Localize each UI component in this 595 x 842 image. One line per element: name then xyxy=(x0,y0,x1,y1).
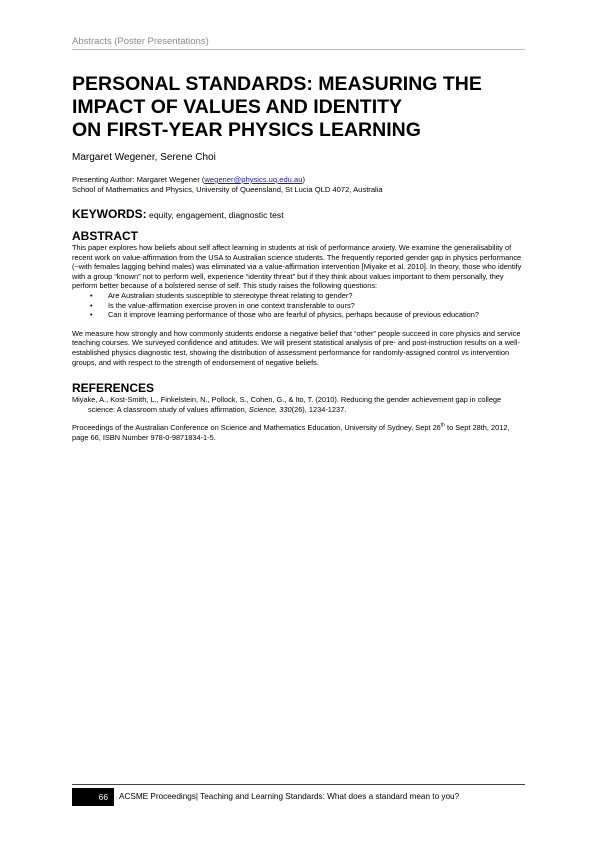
title-line-1: PERSONAL STANDARDS: MEASURING THE xyxy=(72,73,482,95)
page-footer xyxy=(72,784,525,806)
reference-journal: Science, 330 xyxy=(248,404,292,414)
question-text: Is the value-affirmation exercise proven in one context transferable to ours? xyxy=(108,300,355,310)
abstract-section xyxy=(72,230,524,367)
running-header: Abstracts (Poster Presentations) xyxy=(72,36,525,50)
research-questions-list xyxy=(72,291,524,320)
references-section xyxy=(72,382,524,442)
abstract-paragraph-1: This paper explores how beliefs about self affect learning in students at risk of performance anxiety. We examine the generalisability of recent work on value-affirmation from the USA to Australian science students. The frequently reported gender gap in physics performance (~with females lagging behind males) was eliminated via a value-affirmation intervention [Miyake et al. 2010]. In theory, those who identify with a group “known” not to perform well, experience “identity threat” but if they think about values important to them personally, they perform better because of a bolstered sense of self. This study raises the following questions: xyxy=(72,243,522,291)
reference-text: Miyake, A., Kost-Smith, L., Finkelstein, N., Pollock, S., Cohen, G., & Ito, T. (2010). Reducing the gender achievement gap in college science: A classroom study of values affirmation, xyxy=(72,395,502,414)
proceedings-text-b: to Sept 28th, 2012, page 66, ISBN Number 978-0-9871834-1-5. xyxy=(72,423,510,442)
paper-title xyxy=(72,73,532,142)
bullet-icon: • xyxy=(90,300,93,310)
footer-text: ACSME Proceedings| Teaching and Learning Standards: What does a standard mean to you? xyxy=(119,792,460,801)
references-heading: REFERENCES xyxy=(72,381,155,395)
presenting-author-line xyxy=(72,175,383,185)
page-number-box xyxy=(72,788,114,806)
reference-entry xyxy=(72,395,524,414)
affiliation-block xyxy=(72,175,383,195)
proceedings-superscript: th xyxy=(440,422,445,429)
list-item xyxy=(72,291,524,301)
reference-pages: (26), 1234-1237. xyxy=(291,404,347,414)
proceedings-citation xyxy=(72,423,524,442)
proceedings-text-a: Proceedings of the Australian Conference on Science and Mathematics Education, University of Sydney, Sept 26 xyxy=(72,423,441,433)
title-line-2: IMPACT OF VALUES AND IDENTITY xyxy=(72,96,403,118)
bullet-icon: • xyxy=(90,310,93,320)
title-line-3: ON FIRST-YEAR PHYSICS LEARNING xyxy=(72,119,421,141)
bullet-icon: • xyxy=(90,290,93,300)
list-item xyxy=(72,310,524,320)
page-number: 66 xyxy=(98,792,108,802)
author-email-link[interactable]: wegener@physics.uq.edu.au xyxy=(204,175,303,184)
school-affiliation: School of Mathematics and Physics, University of Queensland, St Lucia QLD 4072, Australia xyxy=(72,185,383,194)
author-list: Margaret Wegener, Serene Choi xyxy=(72,152,216,163)
question-text: Are Australian students susceptible to stereotype threat relating to gender? xyxy=(108,290,353,300)
presenting-author-prefix: Presenting Author: Margaret Wegener ( xyxy=(72,175,205,184)
abstract-paragraph-2: We measure how strongly and how commonly students endorse a negative belief that “other” people succeed in core physics and service teaching courses. We surveyed confidence and attitudes. We will present statistical analysis of pre- and post-instruction results on a well-established physics diagnostic test, showing the distribution of assessment performance for randomly-assigned control vs intervention groups, and with respect to the strength of endorsement of negative beliefs. xyxy=(72,328,521,367)
abstract-heading: ABSTRACT xyxy=(72,229,138,243)
list-item xyxy=(72,301,524,311)
presenting-author-suffix: ) xyxy=(302,175,305,184)
question-text: Can it improve learning performance of those who are fearful of physics, perhaps because of previous education? xyxy=(108,310,479,320)
keywords-line xyxy=(72,207,284,221)
keywords-text: equity, engagement, diagnostic test xyxy=(146,210,284,220)
keywords-heading: KEYWORDS: xyxy=(72,207,147,221)
